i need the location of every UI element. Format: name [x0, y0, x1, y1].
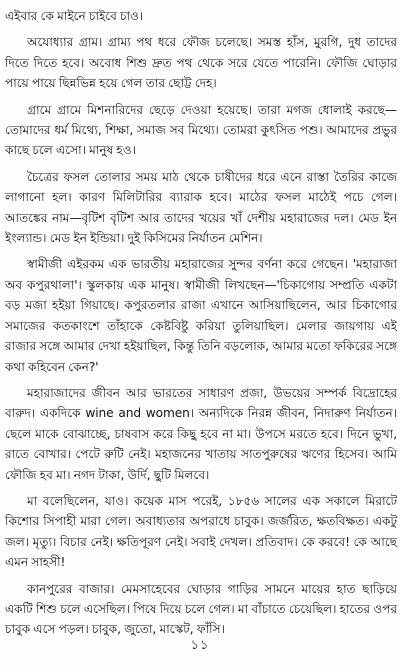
paragraph: অযোধ্যার গ্রাম। গ্রাম্য পথ ধরে ফৌজ চলেছে। সমস্ত হাঁস, মুরগি, দুধ তাদের দিতে দিতে হবে। অবোধ শিশু দ্রুত পথ থেকে সরে যেতে পারেনি। ফৌজি ঘোড়ার পায়ে পায়ে ছিন্নভিন্ন হয়ে গেল তার ছোট্ট দেহ।	[5, 35, 397, 91]
page-number: ১১	[190, 638, 210, 653]
paragraph: স্বামীজী এইরকম এক ভারতীয় মহারাজের সুন্দর বর্ণনা করে গেছেন। 'মহারাজা অব কপুরথালা'। স্কুলকায় এক মানুষ। স্বামীজী লিখছেন—'চিকাগোয় সম্প্রতি একটা বড় মজা হইয়া গিয়াছে। কপুরতলার রাজা এখানে আসিয়াছিলেন, আর চিকাগোর সমাজের কতকাংশে তাঁহাকে কেষ্টবিষ্টু করিয়া তুলিয়াছিল। মেলার জায়গায় এই রাজার সঙ্গে আমার দেখা হইয়াছিল, কিন্তু তিনি বড়লোক, আমার মতো ফকিরের সঙ্গে কথা কহিবেন কেন?'	[5, 257, 397, 374]
paragraph: এইবার কে মাইনে চাইবে চাও।	[5, 9, 144, 23]
paragraph: কানপুরের বাজার। মেমসাহেবের ঘোড়ার গাড়ির সামনে মায়ের হাত ছাড়িয়ে একটি শিশু চলে এসেছিল। পিষে দিয়ে চলে গেল। মা বাঁচাতে চেয়েছিল। হাতের ওপর চাবুক এসে পড়ল। চাবুক, জুতো, মাস্কেট, ফাঁসি।	[5, 581, 397, 637]
paragraph: চৈত্রের ফসল তোলার সময় মাঠ থেকে চাষীদের ধরে এনে রাস্তা তৈরির কাজে লাগানো হল। কারণ মিলিটারির ব্যারাক হবে। মাঠের ফসল মাঠেই পচে গেল। আতঙ্কের নাম—বৃটিশ বৃটিশ আর তাদের খয়ের খাঁ দেশীয় মহারাজের দল। মেড ইন ইংল্যান্ড। মেড ইন ইন্ডিয়া। দুই কিসিমের নির্যাতন মেশিন।	[5, 169, 397, 246]
paragraph: মা বলেছিলেন, যাও। কয়েক মাস পরেই, ১৮৫৬ সালের এক সকালে মিরাটে কিশোর সিপাহী মারা গেল। অবাধ্যতার অপরাধে চাবুক। জর্জরিত, ক্ষতবিক্ষত। একটু জল। মৃত্যু। বিচার নেই। ক্ষতিপূরণ নেই। সবাই দেখল। প্রতিবাদ। কে করবে! কে আছে এমন সাহসী!	[5, 493, 397, 570]
paragraph: মহারাজাদের জীবন আর ভারতের সাধারণ প্রজা, উভয়ের সম্পর্ক বিদ্রোহের বারুদ। একদিকে wine and women। অন্যদিকে নিরন্ন জীবন, নিদারুণ নির্যাতন। ছেলে মাকে বোঝাচ্ছে, চাষবাস করে কিছু হবে না মা। উপসে মরতে হবে। দিনে ভুখা, রাতে বোখার। পেটে রুটি নেই। মহাজনের খাতায় সাতপুরুষের ঋণের হিসেব। আমি ফৌজি হব মা। নগদ টাকা, উর্দি, ছুটি মিলবে।	[5, 385, 397, 482]
paragraph: গ্রামে গ্রামে মিশনারিদের ছেড়ে দেওয়া হয়েছে। তারা মগজ ধোলাই করছে—তোমাদের ধর্ম মিথ্যে, শিক্ষা, সমাজ সব মিথ্যে। তোমরা কুৎসিত পশু। আমাদের প্রভুর কাছে চলে এসো। মানুষ হও।	[5, 102, 397, 158]
body-text	[5, 6, 397, 646]
